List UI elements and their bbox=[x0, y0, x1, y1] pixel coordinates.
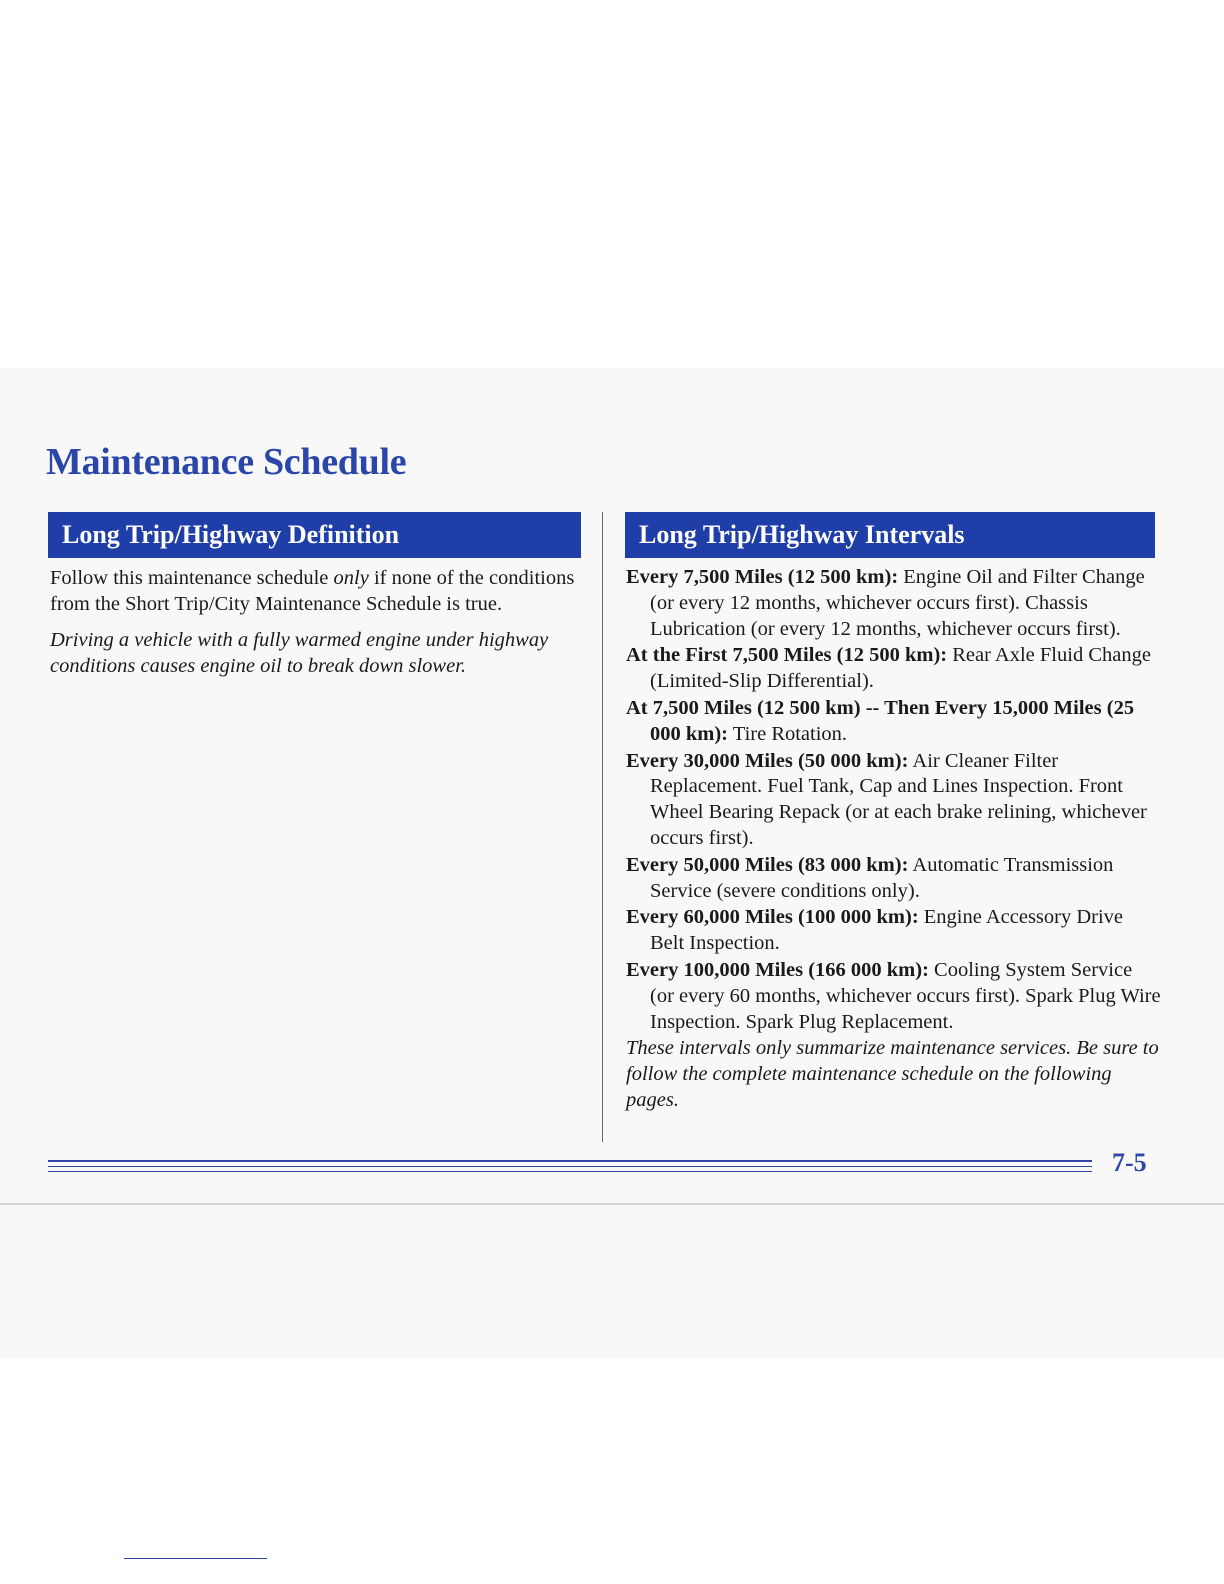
interval-label: Every 30,000 Miles (50 000 km): bbox=[626, 749, 909, 772]
interval-item bbox=[626, 905, 1161, 957]
definition-emphasis: only bbox=[333, 567, 369, 589]
column-divider bbox=[602, 512, 603, 1142]
interval-item bbox=[626, 643, 1161, 695]
footer-rule bbox=[48, 1166, 1092, 1167]
definition-column bbox=[50, 565, 575, 689]
interval-label: Every 7,500 Miles (12 500 km): bbox=[626, 566, 899, 588]
interval-label: Every 50,000 Miles (83 000 km): bbox=[626, 853, 909, 876]
interval-text: Tire Rotation. bbox=[728, 722, 848, 745]
definition-text-end: if none of the conditions from the Short Trip/City Maintenance Schedule is true. bbox=[50, 567, 575, 615]
interval-label: At the First 7,500 Miles (12 500 km): bbox=[626, 644, 948, 667]
page-number: 7-5 bbox=[1112, 1148, 1147, 1177]
page-title: Maintenance Schedule bbox=[46, 441, 407, 483]
interval-item bbox=[626, 565, 1161, 642]
section-header-definition: Long Trip/Highway Definition bbox=[48, 512, 581, 558]
interval-item bbox=[626, 853, 1161, 905]
intervals-column bbox=[626, 565, 1161, 1114]
page-edge bbox=[0, 1203, 1224, 1205]
interval-item bbox=[626, 696, 1161, 748]
interval-text: Rear Axle Fluid Change (Limited-Slip Differential). bbox=[650, 644, 1151, 693]
interval-item bbox=[626, 958, 1161, 1035]
section-header-intervals: Long Trip/Highway Intervals bbox=[625, 512, 1155, 558]
interval-item bbox=[626, 749, 1161, 852]
interval-text: Engine Oil and Filter Change (or every 12 months, whichever occurs first). Chassis Lubrication (or every 12 months, whichever occurs first). bbox=[650, 566, 1145, 640]
interval-text: Automatic Transmission Service (severe conditions only). bbox=[650, 853, 1114, 902]
interval-text: Air Cleaner Filter Replacement. Fuel Tank, Cap and Lines Inspection. Front Wheel Bearing Repack (or at each brake relining, whichever occurs first). bbox=[650, 749, 1147, 849]
definition-note: Driving a vehicle with a fully warmed engine under highway conditions causes engine oil to break down slower. bbox=[50, 629, 549, 677]
footer-rule bbox=[48, 1160, 1092, 1162]
footer-rule bbox=[48, 1171, 1092, 1172]
bottom-line bbox=[124, 1558, 267, 1559]
definition-text-start: Follow this maintenance schedule bbox=[50, 567, 334, 589]
definition-paragraph bbox=[50, 565, 575, 617]
intervals-note: These intervals only summarize maintenance services. Be sure to follow the complete maintenance schedule on the following pages. bbox=[626, 1037, 1159, 1111]
interval-label: Every 60,000 Miles (100 000 km): bbox=[626, 906, 919, 929]
interval-label: Every 100,000 Miles (166 000 km): bbox=[626, 958, 929, 981]
interval-label: At 7,500 Miles (12 500 km) -- Then Every 15,000 Miles (25 000 km): bbox=[626, 696, 1135, 745]
interval-text: Cooling System Service (or every 60 months, whichever occurs first). Spark Plug Wire Inspection. Spark Plug Replacement. bbox=[650, 958, 1161, 1033]
interval-text: Engine Accessory Drive Belt Inspection. bbox=[650, 906, 1124, 955]
